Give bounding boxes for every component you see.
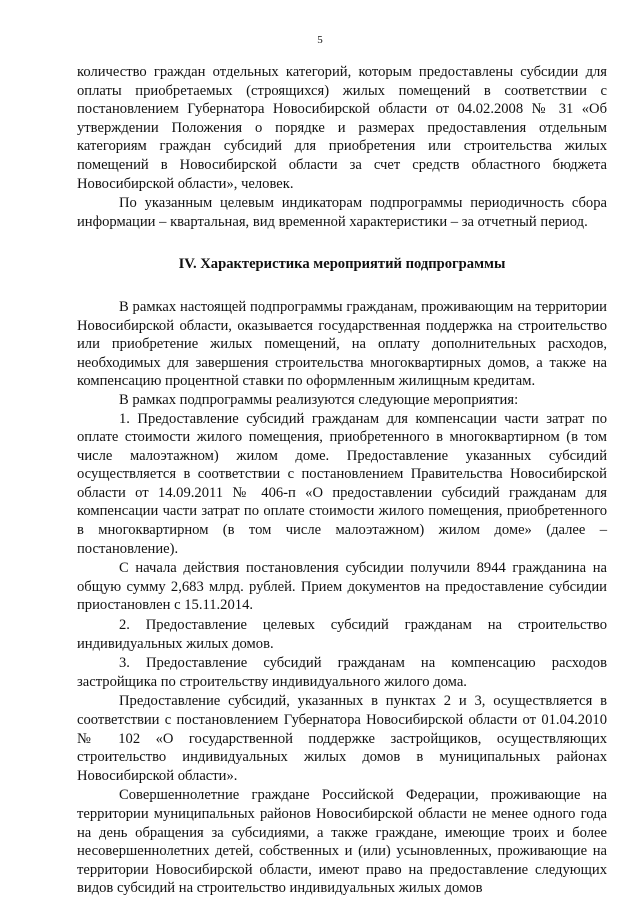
page-body: [77, 63, 607, 898]
paragraph: По указанным целевым индикаторам подпрограммы периодичность сбора информации – квартальная, вид временной характеристики – за отчетный период.: [77, 195, 607, 230]
page-number: 5: [317, 34, 323, 46]
paragraph: В рамках подпрограммы реализуются следующие мероприятия:: [119, 391, 519, 408]
paragraph: С начала действия постановления субсидии получили 8944 гражданина на общую сумму 2,683 млрд. рублей. Прием документов на предоставление субсидии приостановлен с 15.11.2014.: [77, 560, 607, 614]
paragraph: количество граждан отдельных категорий, которым предоставлены субсидии для оплаты приобретаемых (строящихся) жилых помещений в соответствии с постановлением Губернатора Новосибирской области от 04.02.2008 № 31 «Об утверждении Положения о порядке и размерах предоставления отдельным категориям граждан субсидий для приобретения или строительства жилых помещений в Новосибирской области за счет средств областного бюджета Новосибирской области», человек.: [77, 64, 607, 192]
paragraph: 2. Предоставление целевых субсидий гражданам на строительство индивидуальных жилых домов.: [77, 617, 607, 652]
paragraph: Совершеннолетние граждане Российской Федерации, проживающие на территории муниципальных районов Новосибирской области не менее одного года на день обращения за субсидиями, а также граждане, имеющие троих и более несовершеннолетних детей, собственных и (или) усыновленных, проживающие на территории Новосибирской области, имеют право на предоставление следующих видов субсидий на строительство индивидуальных жилых домов: [77, 787, 607, 897]
paragraph: 3. Предоставление субсидий гражданам на компенсацию расходов застройщика по строительству индивидуального жилого дома.: [77, 655, 607, 690]
paragraph: В рамках настоящей подпрограммы гражданам, проживающим на территории Новосибирской области, оказывается государственная поддержка на строительство или приобретение жилых помещений, на оплату дополнительных расходов, необходимых для завершения строительства многоквартирных домов, а также на компенсацию процентной ставки по оформленным жилищным кредитам.: [77, 298, 607, 390]
section-heading: IV. Характеристика мероприятий подпрограммы: [178, 256, 506, 273]
paragraph: Предоставление субсидий, указанных в пунктах 2 и 3, осуществляется в соответствии с постановлением Губернатора Новосибирской области от 01.04.2010 № 102 «О государственной поддержке застройщиков, осуществляющих строительство индивидуальных жилых домов в муниципальных районах Новосибирской области».: [77, 693, 607, 784]
paragraph: 1. Предоставление субсидий гражданам для компенсации части затрат по оплате стоимости жилого помещения, приобретенного в многоквартирном (в том числе малоэтажном) жилом доме. Предоставление указанных субсидий осуществляется в соответствии с постановлением Правительства Новосибирской области от 14.09.2011 № 406-п «О предоставлении субсидий гражданам для компенсации части затрат по оплате стоимости жилого помещения, приобретенного в многоквартирном (в том числе малоэтажном) жилом доме» (далее – постановление).: [77, 410, 607, 557]
